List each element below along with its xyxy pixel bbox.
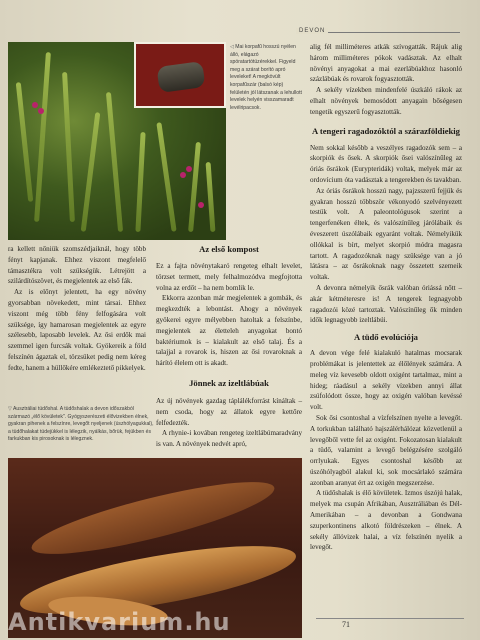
- fossil-stem-image: [156, 61, 205, 93]
- column-3: [310, 42, 462, 553]
- col3-paragraph-2: A sekély vízekben mindenfelé úszkáló rákok az elhalt növények bemosódott anyagain bőségesen tengetik egyszerű fogyasztották.: [310, 86, 462, 116]
- col3-paragraph-6: A devon vége felé kialakuló hatalmas mocsarak problémákat is jelentettek az élőlények számára. A meleg víz kevesebb oldott oxigént tartalmaz, mint a hideg; ráadásul a sekély vízekben annyi állat zsúfolódott össze, hogy az oxigén valóban kevéssé volt.: [310, 349, 462, 412]
- col3-paragraph-7: Sok ősi csontoshal a vízfelszínen nyelte a levegőt. A torkukban található hajszálérhálózat közvetlenül a levegőből vette fel az oxigént. Fokozatosan kialakult a tüdő, valamint a levegő belégzésére szolgáló orrlyukak. Egyes csontoshal később az úszóhólyagból alakul ki, sok mocsárlakó számára azonban aranyat ért az oxigén megszerzése.: [310, 413, 462, 487]
- plant-caption-text: Mai korpafű hosszú nyélen álló, elágazó spóratartótüzérekkel. Figyeld meg a szárat borító apró leveleket! A megkövült korpafűszár (balsó kép) felületén jól látszanak a lehullott levelek helyén visszamaradt levélripacsok.: [230, 44, 302, 111]
- col3-paragraph-4: Az óriás ősrákok hosszú nagy, pajzsszerű fejjük és gyakran hosszú többször vékonyodó szelvényezett testük volt. A paleontológusok szerint a tengerfenéken éltek, és valószínűleg járólábaik és éveszerett úszólábaik egyaránt voltak. Némelyikük ollókkal is bírt, melyet skorpió módra magasra tartott. A ragadozóknak nagy szüksége van a jó látásra – az ősrákoknak nagy összetett szemeik voltak.: [310, 186, 462, 282]
- plant-caption: [230, 44, 302, 112]
- col2-paragraph-4: A rhynie-i kovában rengeteg izeltlábúmaradvány is van. A növények nedvét apró,: [156, 429, 302, 449]
- col3-paragraph-3: Nem sokkal később a veszélyes ragadozók sem – a skorpiók és ősek. A skorpiók ősei valószínűleg az óriás ősrákok (Eurypteridák) voltak, melyek már az ordovícium óta vadásztak a tengerekben és tavakban.: [310, 143, 462, 184]
- page-number: 71: [342, 620, 350, 629]
- col1-paragraph-1: ra kellett nőniük szomszédjaiknál, hogy több fényt kapjanak. Ehhez viszont megfelelő támasztékra volt szükségük. Létrejött a szilárdítószövet, és megjelentek az első fák.: [8, 245, 146, 286]
- fish-caption-text: Ausztráliai tüdőshal. A tüdőshalak a devon időszakból származó „élő kövületek". Gyógyszerészeti élővizekben élnek, gyakran pihenek a felszínre, levegőt nyeljenek (úszhólyagukkal), a tüdőhalakat tüdejükkel is lélegzik, nyálkás, bőrük, fejükben és farkukban kis pirosoknak is lélegznek.: [8, 406, 154, 443]
- heading-sea-to-land: A tengeri ragadozóktól a szárazföldiekig: [312, 125, 460, 136]
- caption-triangle-icon: ▽: [8, 406, 12, 412]
- fish-caption: [8, 406, 154, 444]
- col2-paragraph-1: Ez a fajta növénytakaró rengeteg elhalt levelet, törzset termett, mely felhalmozódva megfojtotta volna az erdőt – ha nem bomlik le.: [156, 262, 302, 292]
- col1-paragraph-2: Az is előnyt jelentett, ha egy növény gyorsabban növekedett, mint társai. Ehhez viszont még több fény felfogására volt szüksége, így hamarosan megjelentek az egyre szélesebb, laposabb levelek. Az ősi erdők mai szemmel igen furcsák voltak. Gyökereik a föld felszínén ágaztak el, törzsüket pedig nem kéreg fedte, hanem a hüllőkére emlékeztető pikkelyek.: [8, 288, 146, 372]
- watermark-text: Antikvarium.hu: [8, 608, 231, 636]
- fossil-inset-photo: [134, 42, 226, 108]
- section-label: DEVON: [296, 28, 328, 34]
- col3-paragraph-1: alig fél milliméteres atkák szívogatták. Rájuk alig három milliméteres pókok vadásztak. Az elhalt növényi anyagokat a mai ezerlábúakhoz hasonló százlábúak és rovarok fogyasztották.: [310, 43, 462, 84]
- column-1: [8, 244, 146, 374]
- col2-paragraph-3: Az új növények gazdag táplálékforrást kínáltak – nem csoda, hogy az állatok egyre kettőre felfedezték.: [156, 396, 302, 427]
- running-header: [0, 0, 480, 34]
- col2-paragraph-2: Ekkorra azonban már megjelentek a gombák, és megkezdték a lebontást. Ahogy a növények gyökerei egyre mélyebben hatoltak a felszínbe, megjelentek az életteleh anyagokat bontó baktériumok is – kialakult az első talaj. És a talajjal a rovarok is, hiszen az ősi rovaroknak a hárító élelem ott is akadt.: [156, 294, 302, 368]
- heading-first-compost: Az első kompost: [199, 244, 259, 254]
- footer-rule: [316, 618, 464, 619]
- col3-paragraph-8: A tüdőshalak is élő kövületek. Izmos úszójú halak, melyek ma csupán Afrikában, Ausztráliában és Dél-Amerikában – a devonban a Gondwana szuperkontinens alkotó földrészeken – élnek. A sekély állóvizek halai, a víz felszínén nyelik a levegőt.: [310, 489, 462, 552]
- col3-paragraph-5: A devonra némelyik ősrák valóban óriássá nőtt – akár kétméteresre is! A tengerek legnagyobb ragadozói közé tartoztak. Valószínűleg ők minden idők legnagyobb izeltlábúi.: [310, 283, 462, 325]
- column-2: [156, 244, 302, 450]
- heading-arthropods: Jönnek az izeltlábúak: [189, 377, 269, 388]
- caption-triangle-icon: ◁: [230, 44, 234, 50]
- heading-lung-evolution: A tüdő evolúciója: [354, 332, 418, 343]
